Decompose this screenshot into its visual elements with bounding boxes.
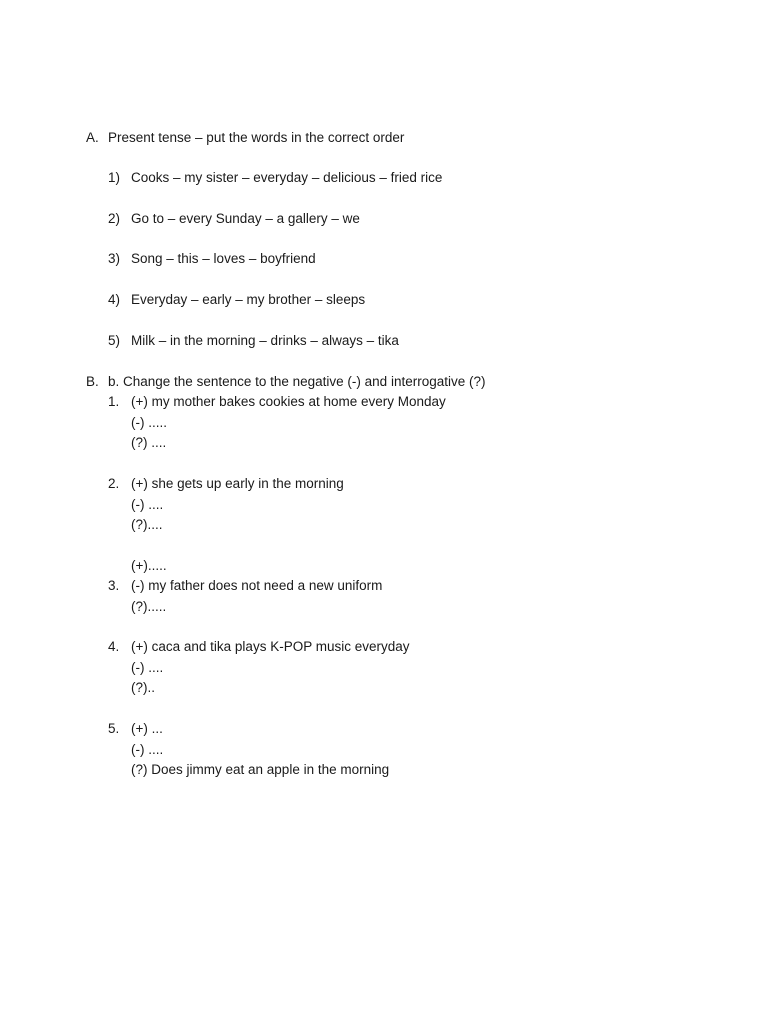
item-line-interrogative: (?) Does jimmy eat an apple in the morning: [131, 762, 390, 777]
item-line-positive: (+) she gets up early in the morning: [131, 476, 344, 491]
section-a-heading: Present tense – put the words in the correct order: [108, 130, 405, 145]
item-marker: 2): [108, 211, 121, 226]
item-line-interrogative: (?).....: [131, 599, 167, 614]
item-marker: 5): [108, 333, 121, 348]
section-b-heading: b. Change the sentence to the negative (-) and interrogative (?): [108, 374, 486, 389]
item-marker: 4.: [108, 639, 120, 654]
section-a-marker: A.: [86, 130, 99, 145]
item-line-interrogative: (?)..: [131, 680, 156, 695]
item-line-interrogative: (?)....: [131, 517, 163, 532]
item-text: Cooks – my sister – everyday – delicious – fried rice: [131, 170, 443, 185]
item-line-negative: (-) my father does not need a new uniform: [131, 578, 383, 593]
item-line-positive: (+) ...: [131, 721, 163, 736]
item-marker: 5.: [108, 721, 120, 736]
item-text: Milk – in the morning – drinks – always – tika: [131, 333, 399, 348]
item-line-negative: (-) ....: [131, 742, 164, 757]
item-marker: 3): [108, 251, 121, 266]
item-line-negative: (-) .....: [131, 415, 167, 430]
item-marker: 1): [108, 170, 121, 185]
item-text: Everyday – early – my brother – sleeps: [131, 292, 366, 307]
item-marker: 4): [108, 292, 121, 307]
item-marker: 3.: [108, 578, 120, 593]
item-text: Song – this – loves – boyfriend: [131, 251, 316, 266]
item-marker: 2.: [108, 476, 120, 491]
item-line-positive: (+) my mother bakes cookies at home every Monday: [131, 394, 446, 409]
item-line-positive: (+) caca and tika plays K-POP music everyday: [131, 639, 410, 654]
item-line-negative: (-) ....: [131, 497, 164, 512]
item-marker: 1.: [108, 394, 120, 409]
item-line-negative: (-) ....: [131, 660, 164, 675]
item-line-interrogative: (?) ....: [131, 435, 167, 450]
section-b-marker: B.: [86, 374, 99, 389]
item-line-positive: (+).....: [131, 558, 167, 573]
item-text: Go to – every Sunday – a gallery – we: [131, 211, 360, 226]
